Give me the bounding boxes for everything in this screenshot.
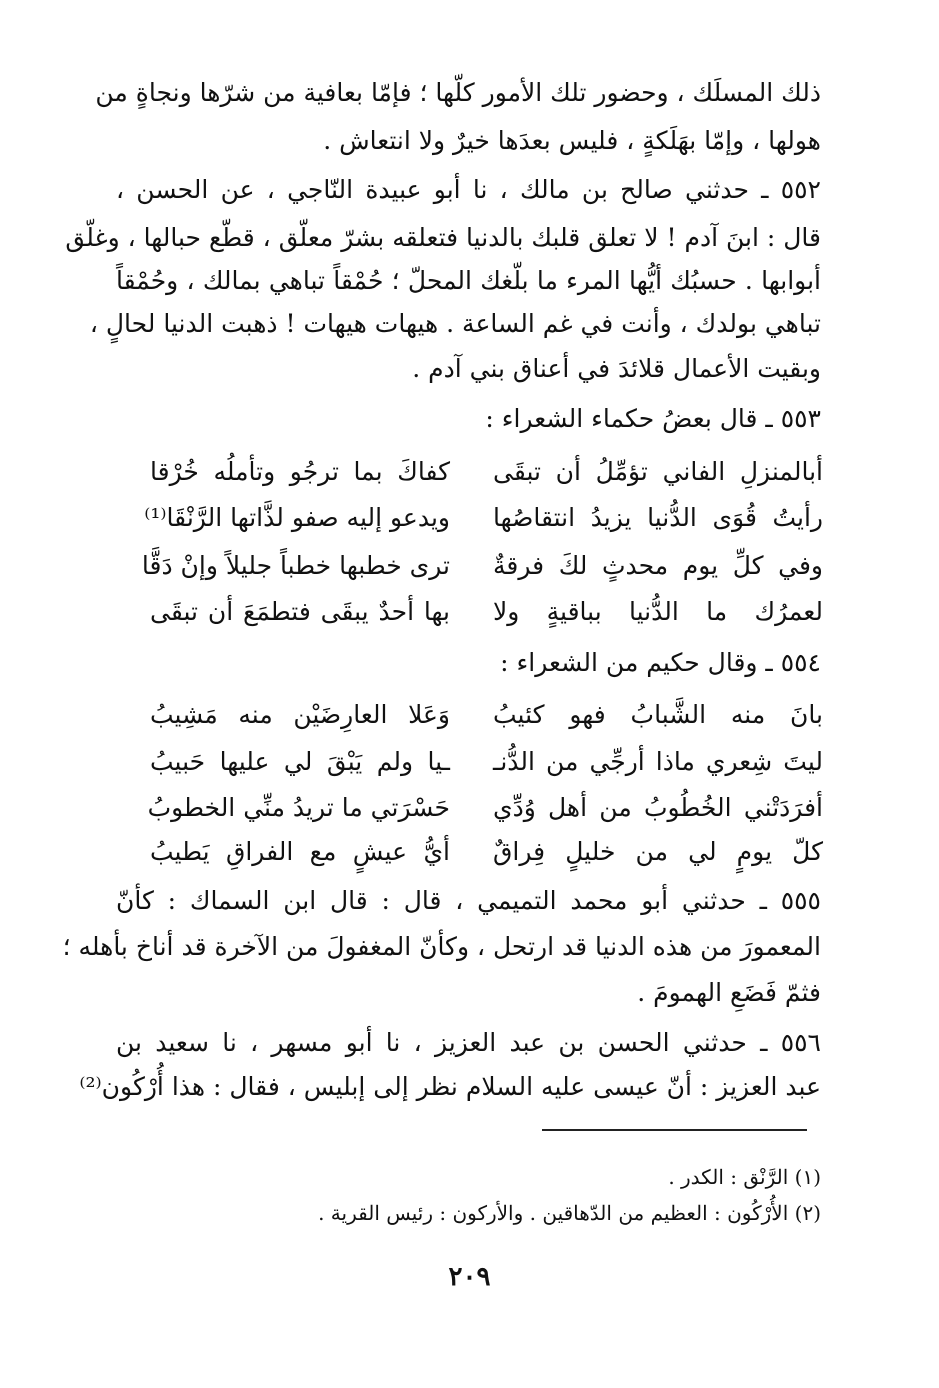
poem-553-verse-3	[141, 546, 823, 586]
poem-553-verse-4	[150, 592, 823, 632]
section-553-heading: ٥٥٣ ـ قال بعضُ حكماء الشعراء :	[485, 404, 821, 433]
paragraph-555-line-2: المعمورَ من هذه الدنيا قد ارتحل ، وكأنّ المغفولَ من الآخرة قد أناخ بأهله ؛	[62, 932, 821, 961]
verse-second-hemistich: أيُّ عيشٍ مع الفراقِ يَطيبُ	[150, 837, 450, 866]
verse-first-hemistich: ليتَ شِعري ماذا أرجِّي من الدُّنـ	[493, 747, 823, 776]
poem-553-verse-1	[150, 452, 823, 492]
footnote-1: (١) الرَّنْق : الكدر .	[668, 1165, 821, 1189]
footnote-separator	[542, 1129, 807, 1131]
paragraph-555-line-1: ٥٥٥ ـ حدثني أبو محمد التميمي ، قال : قال ابن السماك : كأنّ	[116, 886, 821, 915]
paragraph-556-line-2: عبد العزيز : أنّ عيسى عليه السلام نظر إلى إبليس ، فقال : هذا أُرْكُون⁽²⁾	[79, 1072, 821, 1101]
verse-second-hemistich: ترى خطبها خطباً جليلاً وإنْ دَقَّا	[141, 551, 450, 580]
poem-554-verse-2	[150, 742, 823, 782]
footnote-2: (٢) الأُرْكُون : العظيم من الدّهاقين . والأركون : رئيس القرية .	[318, 1201, 821, 1225]
verse-second-hemistich: ـيا ولم يَبْقَ لي عليها حَبيبُ	[150, 747, 450, 776]
poem-554-verse-4	[150, 832, 823, 872]
verse-second-hemistich: حَسْرَتي ما تريدُ منِّي الخطوبُ	[147, 793, 450, 822]
verse-first-hemistich: كلّ يومٍ لي من خليلٍ فِراقٌ	[493, 837, 823, 866]
paragraph-continuation-line-2: هولها ، وإمّا بهَلَكةٍ ، فليس بعدَها خيرٌ ولا انتعاش .	[323, 126, 821, 155]
paragraph-552-line-3: أبوابها . حسبُك أيُّها المرء ما بلّغك المحلّ ؛ حُمْقاً تباهي بمالك ، وحُمْقاً	[116, 266, 821, 295]
paragraph-552-line-4: تباهي بولدك ، وأنت في غم الساعة . هيهات هيهات ! ذهبت الدنيا لحالٍ ،	[89, 309, 821, 338]
verse-first-hemistich: لعمرُك ما الدُّنيا بباقيةٍ ولا	[493, 597, 823, 626]
verse-first-hemistich: أفرَدَتْني الخُطُوبُ من أهل وُدِّي	[493, 793, 823, 822]
paragraph-555-line-3: فثمّ فَضَعِ الهمومَ .	[637, 978, 821, 1007]
verse-first-hemistich: رأيتُ قُوَى الدُّنيا يزيدُ انتقاصُها	[493, 503, 823, 532]
poem-553-verse-2	[144, 498, 823, 538]
verse-first-hemistich: أبالمنزلِ الفاني تؤمِّلُ أن تبقَى	[493, 457, 823, 486]
poem-554-verse-3	[147, 788, 823, 828]
verse-first-hemistich: وفي كلِّ يوم محدثٍ لكَ فرقةٌ	[493, 551, 823, 580]
paragraph-552-line-1: ٥٥٢ ـ حدثني صالح بن مالك ، نا أبو عبيدة النّاجي ، عن الحسن ،	[116, 175, 821, 204]
paragraph-552-line-5: وبقيت الأعمال قلائدَ في أعناق بني آدم .	[412, 354, 821, 383]
page-number: ٢٠٩	[448, 1262, 491, 1292]
section-554-heading: ٥٥٤ ـ وقال حكيم من الشعراء :	[500, 648, 821, 677]
paragraph-552-line-2: قال : ابنَ آدم ! لا تعلق قلبك بالدنيا فتعلقه بشرّ معلّق ، قطّع حبالها ، وغلّق	[65, 223, 821, 252]
verse-second-hemistich: وَعَلا العارِضَيْن منه مَشِيبُ	[150, 700, 450, 729]
poem-554-verse-1	[150, 695, 823, 735]
paragraph-556-line-1: ٥٥٦ ـ حدثني الحسن بن عبد العزيز ، نا أبو مسهر ، نا سعيد بن	[116, 1028, 821, 1057]
paragraph-continuation-line-1: ذلك المسلَك ، وحضور تلك الأمور كلّها ؛ فإمّا بعافية من شرّها ونجاةٍ من	[95, 78, 821, 107]
verse-second-hemistich: كفاكَ بما ترجُو وتأملُه خُرْقا	[150, 457, 450, 486]
verse-second-hemistich: بها أحدٌ يبقَى فتطمَعَ أن تبقَى	[150, 597, 450, 626]
verse-first-hemistich: بانَ منه الشَّبابُ فهو كئيبُ	[493, 700, 823, 729]
verse-second-hemistich: ويدعو إليه صفو لذَّاتها الرَّنْقَا⁽¹⁾	[144, 503, 450, 532]
